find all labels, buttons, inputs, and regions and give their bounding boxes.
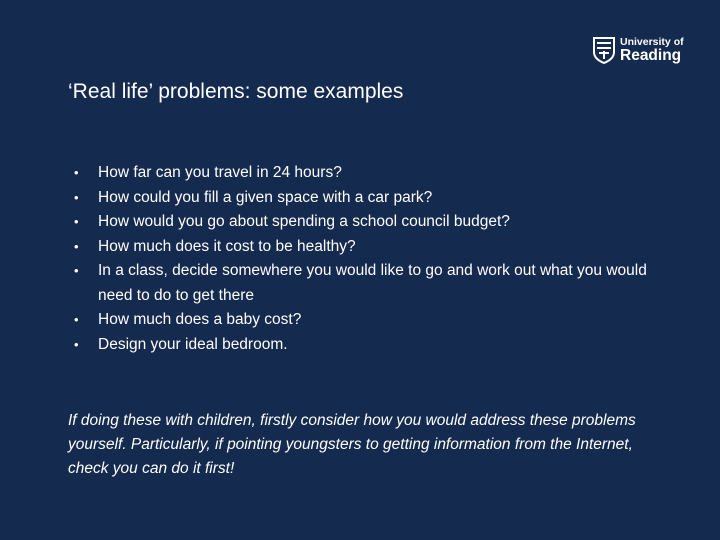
list-item-text: Design your ideal bedroom.	[98, 335, 288, 353]
list-item	[72, 259, 672, 308]
list-item	[72, 333, 672, 358]
slide-title: ‘Real life’ problems: some examples	[68, 80, 404, 103]
examples-list	[72, 161, 672, 357]
bullet-dot-icon: •	[74, 312, 79, 327]
crest-icon	[593, 37, 615, 64]
bullet-dot-icon: •	[74, 263, 79, 278]
advice-note: If doing these with children, firstly consider how you would address these problems yourself. Particularly, if pointing youngsters to getting information from the Internet, check you can do it first!	[68, 412, 636, 477]
list-item-text: How much does a baby cost?	[98, 311, 302, 328]
bullet-dot-icon: •	[74, 189, 79, 205]
list-item-text: How much does it cost to be healthy?	[98, 237, 356, 255]
list-item-text: How could you fill a given space with a car park?	[98, 188, 433, 206]
list-item-text: How far can you travel in 24 hours?	[98, 164, 342, 181]
bullet-dot-icon: •	[74, 336, 79, 352]
bullet-dot-icon: •	[74, 238, 79, 254]
list-item	[72, 235, 672, 260]
list-item	[72, 308, 672, 333]
list-item	[72, 161, 672, 186]
bullet-dot-icon: •	[74, 214, 79, 229]
list-item	[72, 186, 672, 211]
logo-text-line1: University of	[620, 35, 684, 48]
bullet-dot-icon: •	[74, 165, 79, 180]
list-item	[72, 210, 672, 235]
list-item-text: How would you go about spending a school council budget?	[98, 213, 510, 230]
university-logo	[593, 33, 693, 67]
list-item-text: In a class, decide somewhere you would like to go and work out what you would need to do to get there	[98, 262, 647, 304]
logo-text-line2: Reading	[620, 47, 682, 64]
